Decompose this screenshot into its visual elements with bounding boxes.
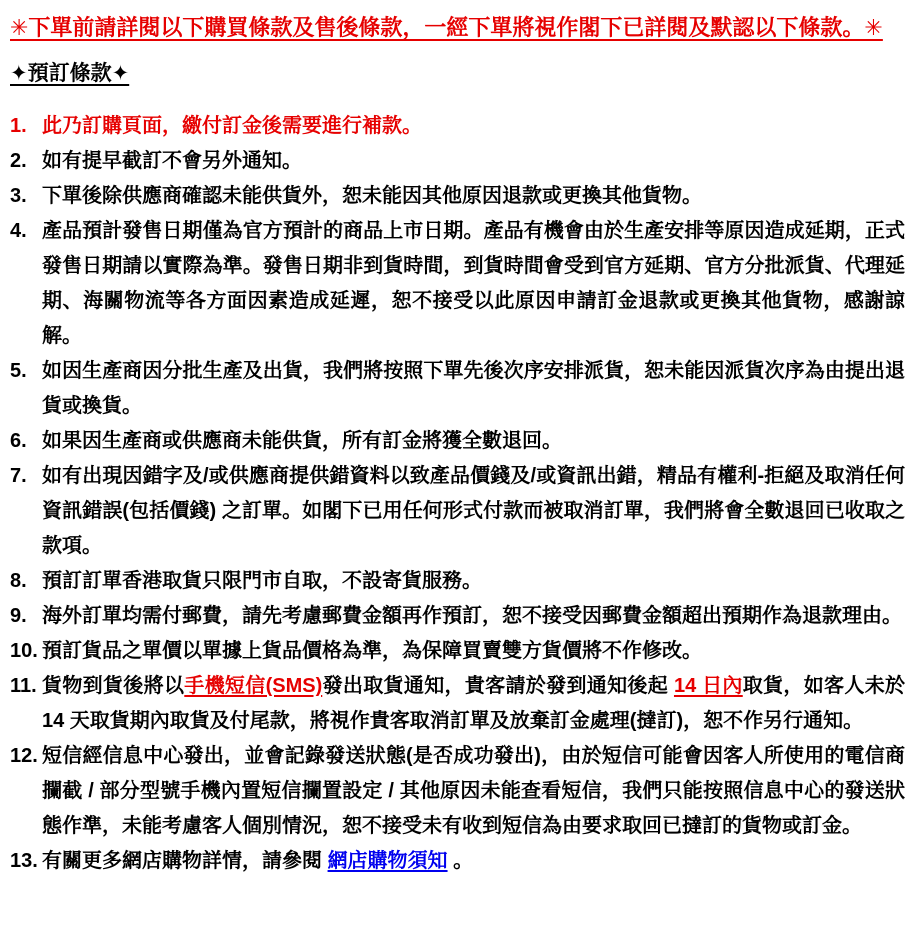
term-item-11	[10, 669, 905, 739]
item-text: 如因生產商因分批生產及出貨，我們將按照下單先後次序安排派貨，恕未能因派貨次序為由提出退貨或換貨。	[42, 360, 905, 417]
item-text: 如有提早截訂不會另外通知。	[42, 150, 302, 172]
purchase-terms-header: ✳下單前請詳閱以下購買條款及售後條款，一經下單將視作閣下已詳閱及默認以下條款。✳	[10, 15, 883, 40]
term-item-5	[10, 354, 905, 424]
item-number: 7.	[10, 465, 27, 487]
item-text: 下單後除供應商確認未能供貨外，恕未能因其他原因退款或更換其他貨物。	[42, 185, 702, 207]
item-text: 貨物到貨後將以手機短信(SMS)發出取貨通知，貴客請於發到通知後起 14 日內取貨，如客人未於 14 天取貨期內取貨及付尾款，將視作貴客取消訂單及放棄訂金處理(撻訂)，恕不作另行通知。	[42, 675, 906, 732]
item-text: 產品預計發售日期僅為官方預計的商品上市日期。產品有機會由於生產安排等原因造成延期，正式發售日期請以實際為準。發售日期非到貨時間，到貨時間會受到官方延期、官方分批派貨、代理延期、海關物流等各方面因素造成延遲，恕不接受以此原因申請訂金退款或更換其他貨物，感謝諒解。	[42, 220, 905, 347]
item-number: 8.	[10, 570, 27, 592]
item-number: 5.	[10, 360, 27, 382]
term-item-7	[10, 459, 905, 564]
item-text: 如有出現因錯字及/或供應商提供錯資料以致產品價錢及/或資訊出錯，精品有權利-拒絕及取消任何資訊錯誤(包括價錢) 之訂單。如閣下已用任何形式付款而被取消訂單，我們將會全數退回已收取之款項。	[42, 465, 905, 557]
item-number: 13.	[10, 850, 38, 872]
item-number: 2.	[10, 150, 27, 172]
item-text: 短信經信息中心發出，並會記錄發送狀態(是否成功發出)，由於短信可能會因客人所使用的電信商攔截 / 部分型號手機內置短信攔置設定 / 其他原因未能查看短信，我們只能按照信息中心的發送狀態作準，未能考慮客人個別情況，恕不接受未有收到短信為由要求取回已撻訂的貨物或訂金。	[42, 745, 905, 837]
item-number: 3.	[10, 185, 27, 207]
item-text: 此乃訂購頁面，繳付訂金後需要進行補款。	[42, 115, 422, 137]
term-item-1	[10, 109, 905, 144]
item-text: 預訂貨品之單價以單據上貨品價格為準，為保障買賣雙方貨價將不作修改。	[42, 640, 702, 662]
item-text: 有關更多網店購物詳情，請參閱 網店購物須知 。	[42, 850, 474, 872]
shop-guide-link[interactable]: 網店購物須知	[327, 850, 448, 872]
term-item-3	[10, 179, 905, 214]
item-text: 如果因生產商或供應商未能供貨，所有訂金將獲全數退回。	[42, 430, 562, 452]
preorder-terms-title: ✦預訂條款✦	[10, 62, 130, 85]
term-item-9	[10, 599, 905, 634]
item-number: 6.	[10, 430, 27, 452]
item-number: 12.	[10, 745, 38, 767]
term-item-2	[10, 144, 905, 179]
term-item-12	[10, 739, 905, 844]
item-number: 11.	[10, 675, 37, 697]
term-item-8	[10, 564, 905, 599]
item-number: 1.	[10, 115, 27, 137]
item-number: 9.	[10, 605, 27, 627]
term-item-13	[10, 844, 905, 879]
item-text: 預訂訂單香港取貨只限門市自取，不設寄貨服務。	[42, 570, 482, 592]
term-item-4	[10, 214, 905, 354]
sms-emphasis: 手機短信(SMS)	[184, 675, 323, 697]
item-text: 海外訂單均需付郵費，請先考慮郵費金額再作預訂，恕不接受因郵費金額超出預期作為退款理由。	[42, 605, 902, 627]
term-item-6	[10, 424, 905, 459]
pickup-deadline-emphasis: 14 日內	[673, 675, 743, 697]
term-item-10	[10, 634, 905, 669]
item-number: 4.	[10, 220, 27, 242]
item-number: 10.	[10, 640, 38, 662]
terms-list	[10, 109, 905, 879]
